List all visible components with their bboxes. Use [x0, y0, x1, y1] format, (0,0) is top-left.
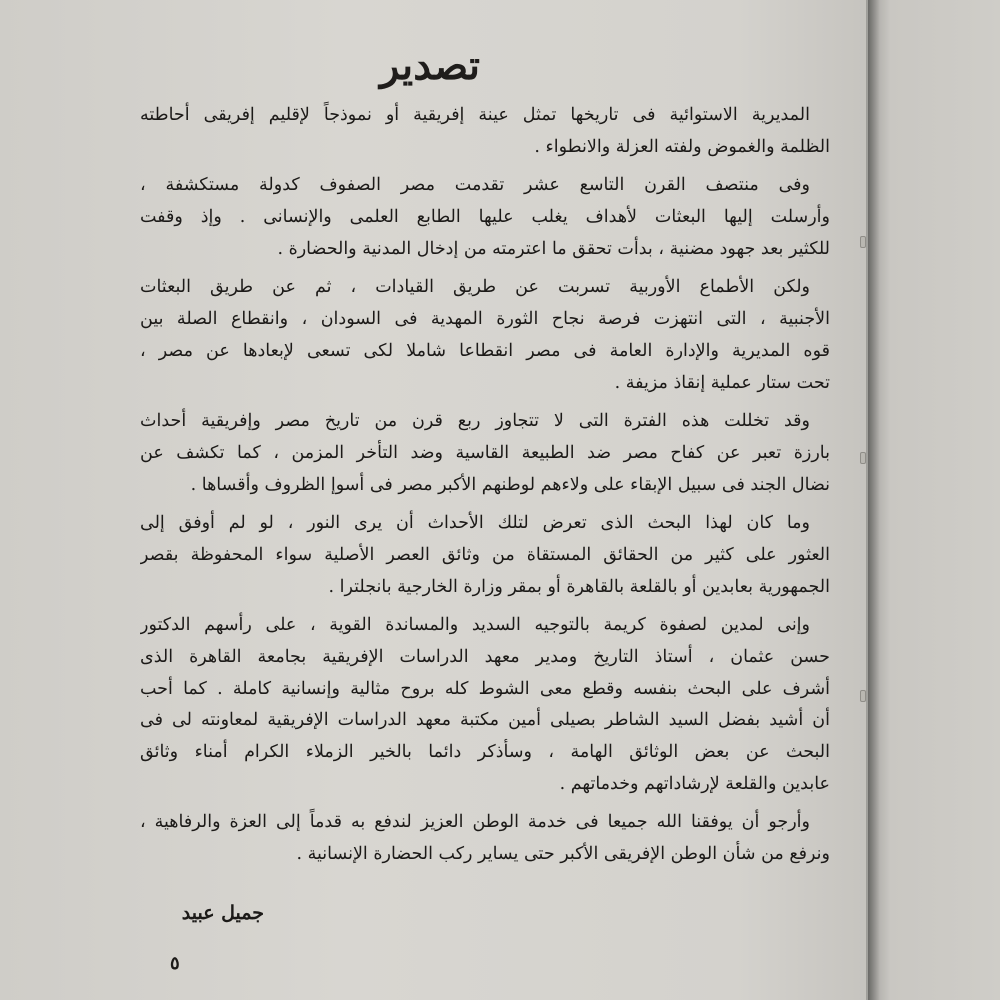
binding-staple: [860, 690, 866, 702]
text-line: أشرف على البحث بنفسه وقطع معى الشوط كله بروح مثالية وإنسانية كاملة . كما أحب: [140, 678, 830, 699]
binding-staple: [860, 452, 866, 464]
paragraph: [140, 406, 830, 501]
text-line: وإنى لمدين لصفوة كريمة بالتوجيه السديد والمساندة القوية ، على رأسهم الدكتور: [140, 615, 810, 636]
text-line: العثور على كثير من الحقائق المستقاة من وثائق العصر الأصلية سواء المحفوظة بقصر: [140, 544, 830, 565]
paragraph: [140, 807, 830, 870]
text-line: الظلمة والغموض ولفته العزلة والانطواء .: [534, 136, 830, 157]
text-line: الجمهورية بعابدين أو بالقلعة بالقاهرة أو بمقر وزارة الخارجية بانجلترا .: [328, 576, 830, 597]
author-signature: جميل عبيد: [181, 902, 264, 924]
text-line: تحت ستار عملية إنقاذ مزيفة .: [614, 372, 830, 393]
text-line: وأرجو أن يوفقنا الله جميعا فى خدمة الوطن العزيز لندفع به قدماً إلى العزة والرفاهية ،: [140, 812, 810, 833]
text-line: قوه المديرية والإدارة العامة فى مصر انقطاعا شاملا لكى تسعى لإبعادها عن مصر ،: [140, 340, 830, 361]
text-line: نضال الجند فى سبيل الإبقاء على ولاءهم لوطنهم الأكبر مصر فى أسوإ الظروف وأقساها .: [190, 474, 830, 495]
text-line: المديرية الاستوائية فى تاريخها تمثل عينة إفريقية أو نموذجاً لإقليم إفريقى أحاطته: [140, 105, 810, 125]
text-line: ونرفع من شأن الوطن الإفريقى الأكبر حتى يساير ركب الحضارة الإنسانية .: [296, 844, 830, 865]
text-line: حسن عثمان ، أستاذ التاريخ ومدير معهد الدراسات الإفريقية بجامعة القاهرة الذى: [140, 647, 830, 667]
text-line: البحث عن بعض الوثائق الهامة ، وسأذكر دائما بالخير الزملاء الكرام أمناء وثائق: [140, 742, 830, 763]
book-gutter-shadow: [868, 0, 880, 1000]
body-text: [140, 100, 830, 878]
text-line: وما كان لهذا البحث الذى تعرض لتلك الأحداث أن يرى النور ، لو لم أوفق إلى: [140, 513, 810, 534]
text-line: وأرسلت إليها البعثات لأهداف يغلب عليها الطابع العلمى والإنسانى . وإذ وقفت: [140, 207, 830, 228]
text-line: وقد تخللت هذه الفترة التى لا تتجاوز ربع قرن من تاريخ مصر وإفريقية أحداث: [140, 411, 810, 432]
paragraph: [140, 508, 830, 603]
text-line: للكثير بعد جهود مضنية ، بدأت تحقق ما اعترمته من إدخال المدنية والحضارة .: [277, 238, 830, 259]
binding-staple: [860, 236, 866, 248]
text-line: الأجنبية ، التى انتهزت فرصة نجاح الثورة المهدية فى السودان ، وانقطاع الصلة بين: [140, 309, 830, 330]
page-number: ٥: [170, 953, 180, 974]
text-line: أن أشيد بفضل السيد الشاطر بصيلى أمين مكتبة معهد الدراسات الإفريقية لمعاونته لى فى: [140, 710, 830, 731]
text-line: بارزة تعبر عن كفاح مصر ضد الطبيعة القاسية وضد التأخر المزمن ، كما تكشف عن: [140, 442, 830, 463]
text-line: وفى منتصف القرن التاسع عشر تقدمت مصر الصفوف كدولة مستكشفة ،: [140, 175, 810, 196]
page-title: تصدير: [379, 42, 481, 89]
paragraph: [140, 170, 830, 265]
adjacent-page-edge: [866, 0, 1000, 1000]
paragraph: [140, 100, 830, 163]
text-line: عابدين والقلعة لإرشاداتهم وخدماتهم .: [559, 773, 830, 794]
paragraph: [140, 272, 830, 399]
paragraph: [140, 610, 830, 800]
text-line: ولكن الأطماع الأوربية تسربت عن طريق القيادات ، ثم عن طريق البعثات: [140, 277, 810, 298]
